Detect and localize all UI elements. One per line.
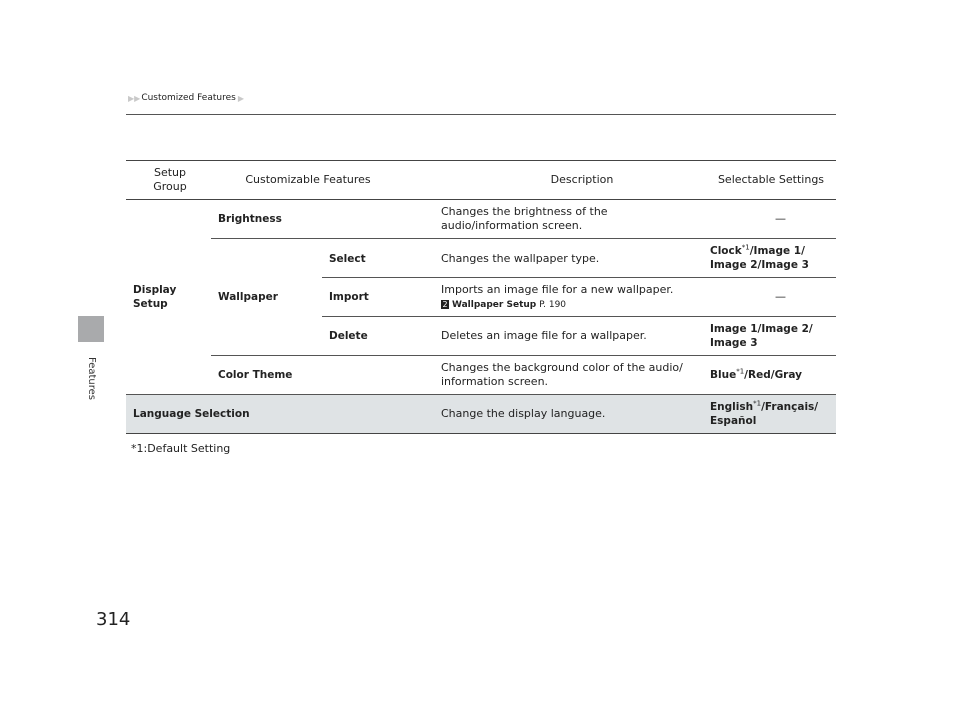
settings-color-theme: Blue$^{*1}$/Red/Gray — [710, 367, 802, 381]
desc-wallpaper-import: Imports an image file for a new wallpaper. 2 Wallpaper Setup P. 190 — [441, 283, 674, 310]
header-rule — [126, 114, 836, 115]
feature-color-theme: Color Theme — [218, 369, 293, 381]
desc-color-theme: Changes the background color of the audio/ information screen. — [441, 361, 683, 388]
header-bottom-rule — [126, 199, 836, 200]
wallpaper-import: Import — [329, 291, 369, 303]
desc-language-selection: Change the display language. — [441, 407, 606, 420]
settings-wallpaper-import: — — [775, 290, 786, 303]
desc-wallpaper-delete: Deletes an image file for a wallpaper. — [441, 329, 647, 342]
section-tab-marker — [78, 316, 104, 342]
cross-reference-link[interactable]: 2 Wallpaper Setup P. 190 — [442, 300, 567, 310]
group-display-setup: Display Setup — [133, 284, 177, 310]
page-number: 314 — [96, 609, 131, 630]
wallpaper-select: Select — [329, 253, 366, 265]
triangle-icon: ▶ — [237, 93, 244, 103]
sidebar-label: Features — [85, 356, 97, 400]
settings-wallpaper-select: Clock$^{*1}$/Image 1/ Image 2/Image 3 — [710, 243, 809, 271]
table-bottom-rule — [126, 433, 836, 434]
table-top-rule — [126, 160, 836, 161]
feature-wallpaper: Wallpaper — [218, 291, 278, 303]
feature-language-selection: Language Selection — [133, 408, 250, 420]
breadcrumb-link[interactable]: Customized Features — [141, 93, 236, 103]
row-rule — [211, 355, 836, 356]
row-rule — [322, 277, 836, 278]
settings-language-selection: English$^{*1}$/Français/ Español — [710, 399, 819, 427]
feature-brightness: Brightness — [218, 213, 282, 225]
header-selectable-settings: Selectable Settings — [717, 173, 825, 186]
reference-arrow-icon: 2 — [442, 300, 448, 309]
row-rule — [322, 316, 836, 317]
breadcrumb — [128, 93, 245, 103]
wallpaper-delete: Delete — [329, 330, 368, 342]
triangle-icon: ▶▶ — [128, 93, 141, 103]
header-setup-group: Setup Group — [153, 166, 187, 193]
desc-wallpaper-select: Changes the wallpaper type. — [441, 252, 600, 265]
header-customizable-features: Customizable Features — [245, 173, 371, 186]
footnote: *1:Default Setting — [131, 442, 231, 455]
desc-brightness: Changes the brightness of the audio/information screen. — [441, 205, 608, 232]
row-rule — [211, 238, 836, 239]
settings-wallpaper-delete: Image 1/Image 2/ Image 3 — [710, 323, 813, 349]
settings-brightness: — — [775, 212, 786, 225]
header-description: Description — [550, 173, 614, 186]
